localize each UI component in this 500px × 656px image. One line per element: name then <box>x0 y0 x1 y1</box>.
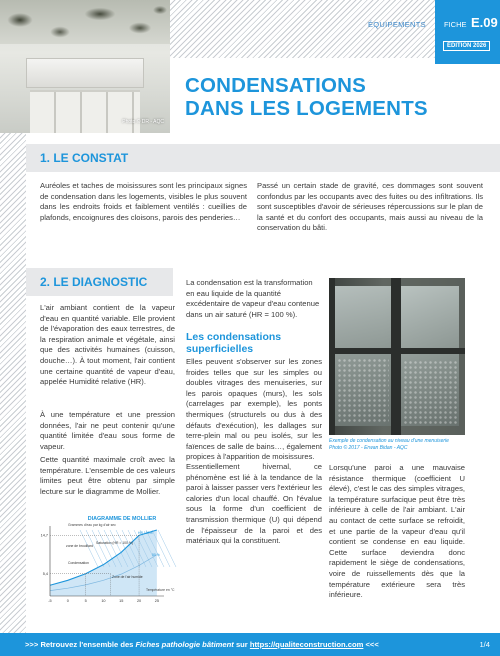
x-tick-label: 0 <box>66 599 69 603</box>
title-line-2: DANS LES LOGEMENTS <box>185 97 428 120</box>
category-label: ÉQUIPEMENTS <box>368 20 426 29</box>
footer-bar <box>0 633 500 656</box>
chart-ylabel: Grammes d'eau par kg d'air sec <box>68 523 116 527</box>
y-tick-label: 5,4 <box>42 572 48 577</box>
hivernal-paragraph: Essentiellement hivernal, ce phénomène est lié à la tendance de la paroi à laisser passer vers l'extérieur les calories d'un local chauffé. On l'évalue sous la forme d'un coefficient de transmission thermique (U) qui dépend de l'épaisseur de la paroi et des matériaux qui la constituent. <box>186 462 322 546</box>
fiche-word: FICHE <box>444 20 467 29</box>
x-tick-label: 20 <box>136 599 142 603</box>
mould-ceiling <box>0 0 170 44</box>
diagnostic-paragraph-1: L'air ambiant contient de la vapeur d'eau en quantité variable. Elle provient de l'évaporation des eaux terrestres, de la respiration animale et végétale, ainsi que des activités humaines (cuisson, douche…). À tout moment, l'air contient une certaine quantité de vapeur d'eau, appelée Humidité relative (HR). <box>40 303 175 387</box>
section-constat-bar <box>26 144 500 172</box>
window-frame <box>30 90 140 133</box>
section-constat-title: 1. LE CONSTAT <box>40 151 129 165</box>
y-tick-label: 14,7 <box>40 533 48 538</box>
roller-shutter <box>26 58 144 88</box>
constat-right-text: Passé un certain stade de gravité, ces dommages sont souvent confondus par les occupants avec des fuites ou des infiltrations. Ils sont susceptibles d'avoir de sérieuses répercussions sur le plan de la santé et du confort des occupants, mais aussi au niveau de la conservation du bâti. <box>257 181 483 233</box>
condensation-definition: La condensation est la transformation en eau liquide de la quantité excédentaire de vapeur d'eau contenue dans un air saturé (HR = 100 %). <box>186 278 320 319</box>
x-tick-label: 15 <box>119 599 124 603</box>
chart-xlabel: Température en °C <box>146 588 175 592</box>
caption-line-2: Photo © 2017 - Erwan Bidan - AQC <box>329 444 408 451</box>
zone-label: Zone de l'air humide <box>112 575 143 579</box>
photo-caption <box>329 438 469 451</box>
diagnostic-paragraph-3: Cette quantité maximale croît avec la température. L'ensemble de ces valeurs limites peut être obtenu par simple lecture sur le diagramme de Mollier. <box>40 455 175 496</box>
section-diagnostic-bar <box>26 268 173 296</box>
page-number: 1/4 <box>479 640 490 649</box>
footer-text: >>> Retrouvez l'ensemble des Fiches pathologie bâtiment sur https://qualiteconstruction.com <<< <box>25 640 379 649</box>
constat-left-text: Auréoles et taches de moisissures sont les principaux signes de condensation dans les logements, visibles le plus souvent dans les endroits froids et faiblement ventilés : cueillies de plafonds, encoignures des cloisons, parois des penderies… <box>40 181 247 222</box>
zone-label: Saturation (HR = 100 %) <box>96 541 134 545</box>
superficielles-paragraph: Elles peuvent s'observer sur les zones froides telles que sur les simples ou doubles vitrages des menuiseries, sur les parois opaques (murs), les sols (carrelages par exemple), les ponts thermiques (structurels ou dus à des défauts d'exécution), les dallages sur terre-plein mal ou peu isolés, sur les faïences de salle de bains…, également propices à l'apparition de moisissures. <box>186 357 322 462</box>
diagnostic-paragraph-2: À une température et une pression données, l'air ne peut contenir qu'une quantité limitée d'eau sous forme de vapeur. <box>40 410 175 451</box>
edition-badge: ÉDITION 2026 <box>443 41 490 51</box>
x-tick-label: 10 <box>101 599 106 603</box>
hatch-decoration-top <box>170 0 435 58</box>
footer-link[interactable]: https://qualiteconstruction.com <box>249 640 364 649</box>
fiche-code: E.09 <box>470 15 498 30</box>
photo-credit: Photo © DR - AQC <box>122 119 164 125</box>
caption-line-1: Exemple de condensation au niveau d'une menuiserie <box>329 438 449 444</box>
window-condensation-photo <box>329 278 465 435</box>
title-line-1: CONDENSATIONS <box>185 74 367 97</box>
x-tick-label: 25 <box>154 599 159 603</box>
subheading-superficielles: Les condensations superficielles <box>186 331 282 355</box>
x-tick-label: 5 <box>84 599 87 603</box>
chart-title: DIAGRAMME DE MOLLIER <box>87 516 157 522</box>
fiche-badge <box>435 0 500 64</box>
fog-hatch-line <box>158 530 176 567</box>
page-title <box>185 74 485 120</box>
saturation-area <box>50 530 157 596</box>
footer-fiches: Fiches pathologie bâtiment <box>135 640 234 649</box>
x-tick-label: -5 <box>48 599 52 603</box>
hero-photo-moisture <box>0 0 170 133</box>
paroi-paragraph: Lorsqu'une paroi a une mauvaise résistance thermique (coefficient U élevé), c'est le cas des simples vitrages, la température surfacique peut être très inférieure à celle de l'air ambiant. L'air au contact de cette surface se refroidit, et une partie de la vapeur d'eau qu'il contient se condense en eau liquide. Cette surface deviendra donc rapidement le siège de condensations, voire de ruissellements dès que la température extérieure sera très inférieure. <box>329 463 465 600</box>
section-diagnostic-title: 2. LE DIAGNOSTIC <box>40 275 148 289</box>
mollier-chart <box>40 512 180 608</box>
hatch-decoration-left <box>0 133 26 633</box>
zone-label: Condensation <box>68 561 89 565</box>
curve-marker-label: 50 % <box>152 553 160 557</box>
zone-label: zone de brouillard <box>66 544 93 548</box>
curve-marker-label: HR 100% <box>138 531 153 535</box>
